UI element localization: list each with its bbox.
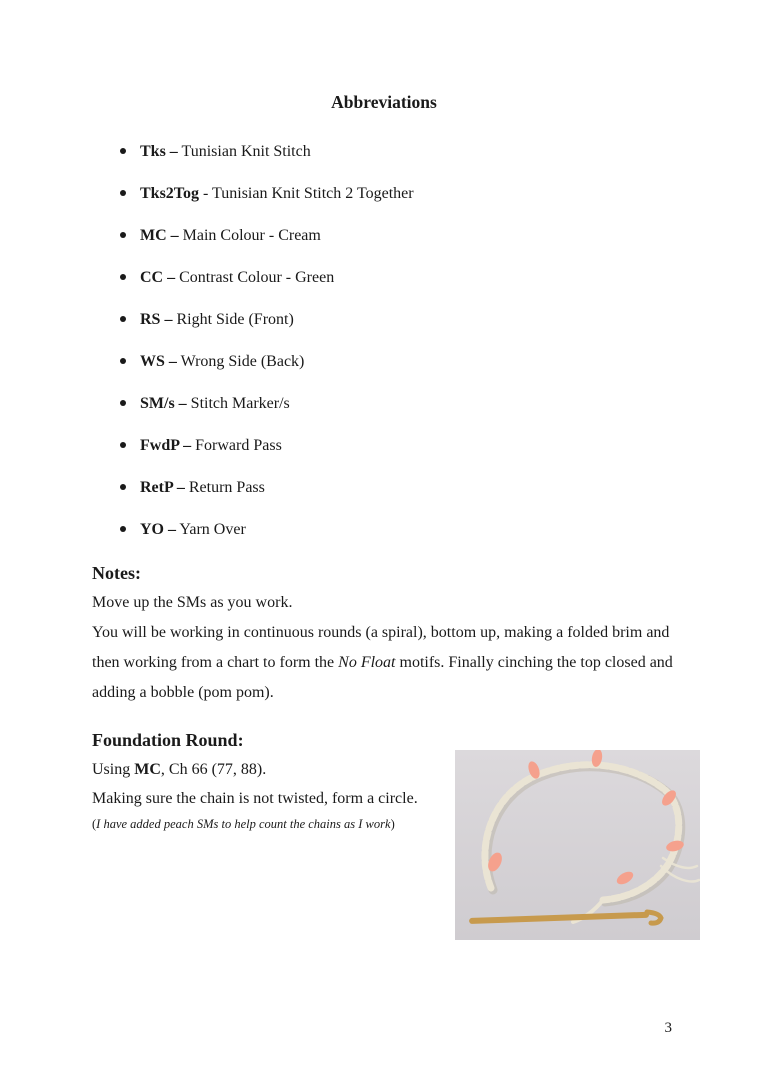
- photo-illustration: [455, 750, 700, 940]
- paren-open: (: [92, 817, 97, 831]
- abbrev-term: CC –: [140, 269, 176, 286]
- bullet-icon: [120, 484, 126, 490]
- bullet-icon: [120, 316, 126, 322]
- foundation-text-part: Using: [92, 761, 135, 778]
- abbrev-definition: Stitch Marker/s: [186, 395, 290, 412]
- list-item: [120, 521, 676, 538]
- bullet-icon: [120, 148, 126, 154]
- abbrev-term: Tks2Tog: [140, 185, 199, 202]
- abbrev-definition: Forward Pass: [191, 437, 282, 454]
- list-item: [120, 185, 676, 202]
- list-item: [120, 437, 676, 454]
- list-item: [120, 311, 676, 328]
- abbrev-definition: Tunisian Knit Stitch: [177, 143, 311, 160]
- abbrev-term: WS –: [140, 353, 177, 370]
- notes-text: motifs. Finally cinching the top closed and adding a bobble (pom pom).: [92, 654, 673, 701]
- foundation-side-note: [92, 813, 452, 835]
- bullet-icon: [120, 442, 126, 448]
- abbrev-term: SM/s –: [140, 395, 187, 412]
- foundation-line: Making sure the chain is not twisted, form a circle.: [92, 790, 418, 807]
- abbreviations-list: [92, 143, 676, 538]
- notes-paragraph: [92, 618, 676, 708]
- bullet-icon: [120, 232, 126, 238]
- list-item: [120, 395, 676, 412]
- foundation-text-part: , Ch 66 (77, 88).: [160, 761, 267, 778]
- bullet-icon: [120, 358, 126, 364]
- abbrev-term: Tks –: [140, 143, 178, 160]
- abbrev-definition: - Tunisian Knit Stitch 2 Together: [199, 185, 414, 202]
- list-item: [120, 479, 676, 496]
- abbrev-term: RetP –: [140, 479, 185, 496]
- notes-italic-text: No Float: [338, 654, 396, 671]
- page-number: 3: [664, 1020, 672, 1036]
- abbrev-definition: Return Pass: [184, 479, 265, 496]
- abbrev-term: YO –: [140, 521, 176, 538]
- abbrev-term: FwdP –: [140, 437, 192, 454]
- abbrev-definition: Contrast Colour - Green: [175, 269, 335, 286]
- abbrev-term: RS –: [140, 311, 173, 328]
- foundation-text: [92, 755, 452, 835]
- list-item: [120, 227, 676, 244]
- bullet-icon: [120, 274, 126, 280]
- bullet-icon: [120, 526, 126, 532]
- page-content: [92, 92, 676, 835]
- notes-section: [92, 563, 676, 708]
- bullet-icon: [120, 190, 126, 196]
- list-item: [120, 143, 676, 160]
- abbrev-definition: Wrong Side (Back): [176, 353, 305, 370]
- notes-text: You will be working in continuous rounds (a spiral), bottom up, making a folded brim and then working from a chart to form the: [92, 624, 670, 671]
- list-item: [120, 269, 676, 286]
- paren-close: ): [390, 817, 395, 831]
- notes-heading: Notes:: [92, 563, 141, 583]
- bullet-icon: [120, 400, 126, 406]
- foundation-heading: Foundation Round:: [92, 730, 244, 750]
- abbrev-definition: Yarn Over: [176, 521, 246, 538]
- foundation-line: [92, 755, 452, 784]
- abbrev-definition: Main Colour - Cream: [178, 227, 321, 244]
- abbrev-definition: Right Side (Front): [172, 311, 294, 328]
- page-title: Abbreviations: [331, 92, 437, 112]
- foundation-bold-mc: MC: [134, 761, 161, 778]
- crochet-chain-photo: [455, 750, 700, 940]
- list-item: [120, 353, 676, 370]
- notes-line: Move up the SMs as you work.: [92, 594, 293, 611]
- abbrev-term: MC –: [140, 227, 179, 244]
- side-note-italic: I have added peach SMs to help count the chains as I work: [96, 817, 391, 831]
